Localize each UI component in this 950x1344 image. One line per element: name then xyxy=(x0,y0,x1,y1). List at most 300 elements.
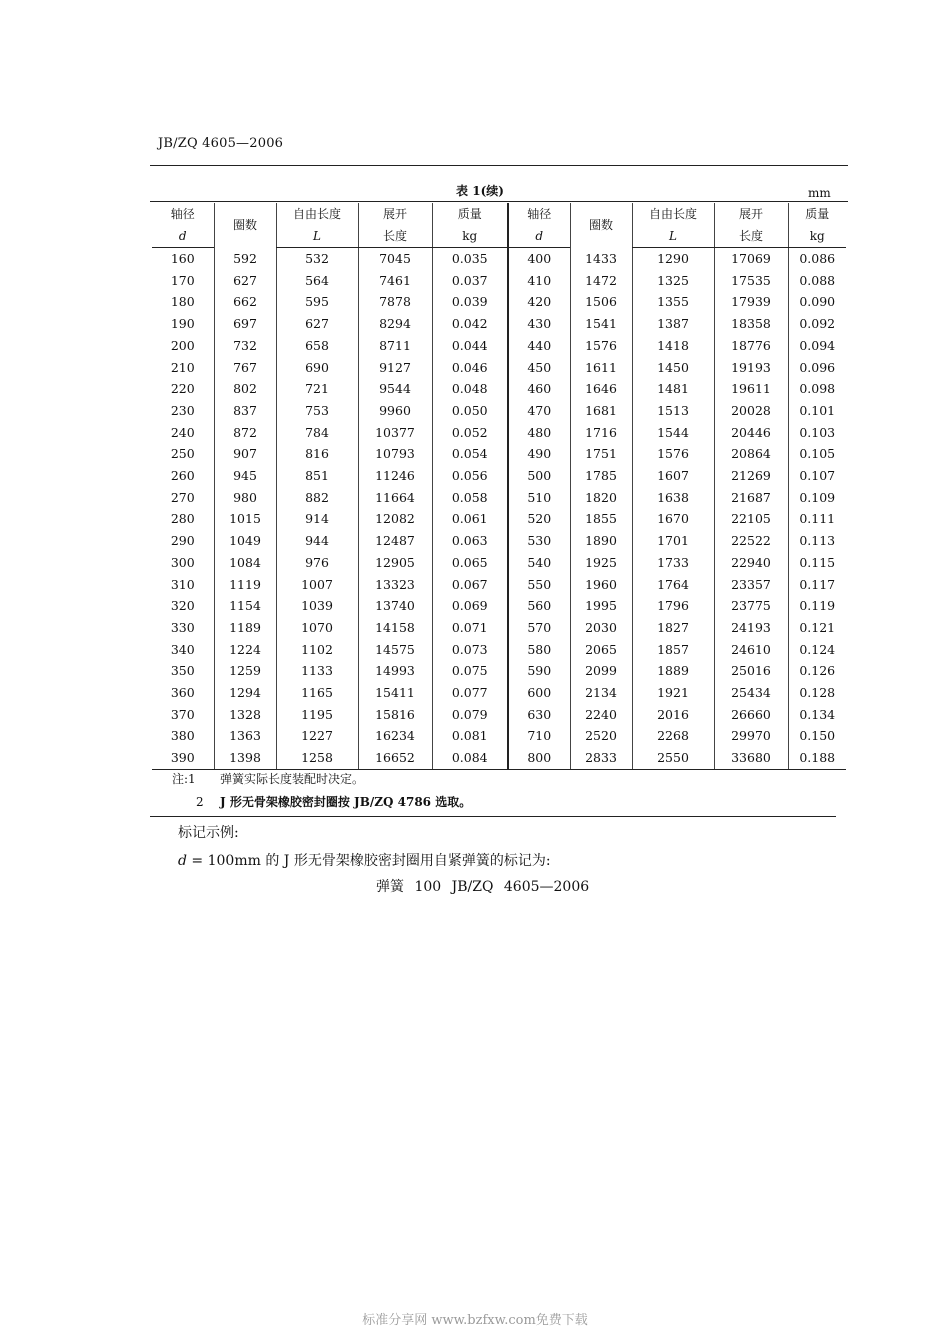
table-cell: 8294 xyxy=(358,313,432,335)
table-cell: 1857 xyxy=(632,639,714,661)
table-cell: 230 xyxy=(170,402,195,418)
table-cell: 627 xyxy=(214,270,276,292)
table-cell: 2134 xyxy=(570,682,632,704)
table-cell: 500 xyxy=(508,465,570,487)
table-cell: 0.101 xyxy=(788,400,846,422)
table-cell: 721 xyxy=(276,378,358,400)
table-cell: 590 xyxy=(508,660,570,682)
table-cell: 0.096 xyxy=(788,357,846,379)
table-cell: 14993 xyxy=(358,660,432,682)
table-cell: 17069 xyxy=(714,248,788,270)
table-cell: 0.109 xyxy=(788,487,846,509)
table-cell: 564 xyxy=(276,270,358,292)
watermark: 标准分享网 www.bzfxw.com免费下载 xyxy=(362,1313,588,1328)
table-cell: 1363 xyxy=(214,725,276,747)
table-cell: 1611 xyxy=(570,357,632,379)
table-cell: 1433 xyxy=(570,248,632,270)
table-cell: 2065 xyxy=(570,639,632,661)
table-row xyxy=(152,335,846,357)
table-cell: 1638 xyxy=(632,487,714,509)
table-cell: 430 xyxy=(508,313,570,335)
table-cell: 170 xyxy=(170,272,195,288)
table-cell: 12487 xyxy=(358,530,432,552)
header-rule xyxy=(150,165,848,166)
table-cell: 1481 xyxy=(632,378,714,400)
table-cell: 0.056 xyxy=(432,465,508,487)
table-cell: 1325 xyxy=(632,270,714,292)
table-cell: 1607 xyxy=(632,465,714,487)
table-cell: 2833 xyxy=(570,747,632,769)
table-cell: 0.107 xyxy=(788,465,846,487)
table-cell: 1785 xyxy=(570,465,632,487)
table-cell: 1681 xyxy=(570,400,632,422)
table-cell: 16652 xyxy=(358,747,432,769)
header-free-length-symbol: L xyxy=(632,225,714,248)
table-cell: 0.105 xyxy=(788,443,846,465)
table-cell: 21687 xyxy=(714,487,788,509)
table-row xyxy=(152,595,846,617)
table-row xyxy=(152,639,846,661)
table-cell: 400 xyxy=(508,248,570,270)
table-cell: 310 xyxy=(170,576,195,592)
table-row xyxy=(152,487,846,509)
table-cell: 21269 xyxy=(714,465,788,487)
table-cell: 10793 xyxy=(358,443,432,465)
table-row xyxy=(152,725,846,747)
table-cell: 1925 xyxy=(570,552,632,574)
table-cell: 18358 xyxy=(714,313,788,335)
table-cell: 800 xyxy=(508,747,570,769)
table-cell: 753 xyxy=(276,400,358,422)
table-cell: 510 xyxy=(508,487,570,509)
header-free-length: 自由长度 xyxy=(632,203,714,225)
table-cell: 29970 xyxy=(714,725,788,747)
table-cell: 7461 xyxy=(358,270,432,292)
table-cell: 13323 xyxy=(358,574,432,596)
table-cell: 976 xyxy=(276,552,358,574)
table-cell: 2099 xyxy=(570,660,632,682)
table-cell: 732 xyxy=(214,335,276,357)
table-row xyxy=(152,508,846,530)
table-cell: 0.098 xyxy=(788,378,846,400)
table-cell: 580 xyxy=(508,639,570,661)
header-coils: 圈数 xyxy=(570,203,632,248)
table-cell: 0.113 xyxy=(788,530,846,552)
table-row xyxy=(152,357,846,379)
table-row xyxy=(152,747,846,769)
table-cell: 944 xyxy=(276,530,358,552)
table-cell: 0.061 xyxy=(432,508,508,530)
table-cell: 33680 xyxy=(714,747,788,769)
table-cell: 0.071 xyxy=(432,617,508,639)
table-cell: 330 xyxy=(170,619,195,635)
example-variable: d xyxy=(178,853,187,869)
table-row xyxy=(152,270,846,292)
table-cell: 882 xyxy=(276,487,358,509)
table-cell: 560 xyxy=(508,595,570,617)
table-cell: 360 xyxy=(170,685,195,701)
table-cell: 240 xyxy=(170,424,195,440)
table-cell: 0.079 xyxy=(432,704,508,726)
table-cell: 1165 xyxy=(276,682,358,704)
table-cell: 1189 xyxy=(214,617,276,639)
table-cell: 200 xyxy=(170,337,195,353)
table-cell: 0.081 xyxy=(432,725,508,747)
table-cell: 1670 xyxy=(632,508,714,530)
table-row xyxy=(152,291,846,313)
table-cell: 10377 xyxy=(358,422,432,444)
table-unit: mm xyxy=(808,186,831,200)
table-cell: 1195 xyxy=(276,704,358,726)
table-cell: 1258 xyxy=(276,747,358,769)
header-free-length-symbol: L xyxy=(276,225,358,248)
table-cell: 250 xyxy=(170,446,195,462)
table-cell: 410 xyxy=(508,270,570,292)
header-coils: 圈数 xyxy=(214,203,276,248)
table-cell: 837 xyxy=(214,400,276,422)
table-cell: 1259 xyxy=(214,660,276,682)
table-cell: 440 xyxy=(508,335,570,357)
note-label: 注:1 xyxy=(172,772,196,786)
table-cell: 0.117 xyxy=(788,574,846,596)
table-cell: 1294 xyxy=(214,682,276,704)
table-row xyxy=(152,530,846,552)
table-cell: 160 xyxy=(170,251,195,266)
table-cell: 350 xyxy=(170,663,195,679)
table-cell: 1890 xyxy=(570,530,632,552)
table-cell: 19193 xyxy=(714,357,788,379)
table-cell: 450 xyxy=(508,357,570,379)
table-cell: 16234 xyxy=(358,725,432,747)
table-cell: 1119 xyxy=(214,574,276,596)
header-mass-unit: kg xyxy=(432,225,508,248)
table-cell: 1513 xyxy=(632,400,714,422)
header-free-length: 自由长度 xyxy=(276,203,358,225)
table-cell: 1541 xyxy=(570,313,632,335)
table-cell: 14158 xyxy=(358,617,432,639)
table-cell: 1015 xyxy=(214,508,276,530)
example-description xyxy=(178,850,551,870)
table-cell: 260 xyxy=(170,468,195,484)
table-cell: 2016 xyxy=(632,704,714,726)
table-cell: 13740 xyxy=(358,595,432,617)
table-row xyxy=(152,704,846,726)
table-cell: 20028 xyxy=(714,400,788,422)
table-cell: 658 xyxy=(276,335,358,357)
table-cell: 270 xyxy=(170,489,195,505)
table-cell: 12082 xyxy=(358,508,432,530)
table-cell: 710 xyxy=(508,725,570,747)
table-cell: 24193 xyxy=(714,617,788,639)
table-cell: 0.111 xyxy=(788,508,846,530)
table-cell: 25434 xyxy=(714,682,788,704)
table-cell: 460 xyxy=(508,378,570,400)
table-cell: 907 xyxy=(214,443,276,465)
table-cell: 1007 xyxy=(276,574,358,596)
table-row xyxy=(152,574,846,596)
table-cell: 1733 xyxy=(632,552,714,574)
table-cell: 19611 xyxy=(714,378,788,400)
example-text: = 100mm 的 J 形无骨架橡胶密封圈用自紧弹簧的标记为: xyxy=(186,853,551,869)
table-cell: 0.094 xyxy=(788,335,846,357)
table-cell: 872 xyxy=(214,422,276,444)
table-cell: 1764 xyxy=(632,574,714,596)
table-cell: 12905 xyxy=(358,552,432,574)
header-mass: 质量 xyxy=(788,203,846,225)
header-shaft-dia-symbol: d xyxy=(508,225,570,248)
standard-code-header: JB/ZQ 4605—2006 xyxy=(158,136,284,151)
table-cell: 1154 xyxy=(214,595,276,617)
table-cell: 530 xyxy=(508,530,570,552)
table-row xyxy=(152,422,846,444)
table-cell: 0.058 xyxy=(432,487,508,509)
table-cell: 784 xyxy=(276,422,358,444)
table-cell: 662 xyxy=(214,291,276,313)
table-cell: 1820 xyxy=(570,487,632,509)
table-cell: 210 xyxy=(170,359,195,375)
table-cell: 180 xyxy=(170,294,195,310)
table-cell: 1576 xyxy=(570,335,632,357)
table-cell: 0.035 xyxy=(432,248,508,270)
table-cell: 1328 xyxy=(214,704,276,726)
table-cell: 380 xyxy=(170,728,195,744)
table-row xyxy=(152,552,846,574)
table-cell: 1084 xyxy=(214,552,276,574)
table-cell: 9960 xyxy=(358,400,432,422)
table-cell: 220 xyxy=(170,381,195,397)
table-row xyxy=(152,248,846,270)
table-cell: 0.044 xyxy=(432,335,508,357)
table-cell: 0.050 xyxy=(432,400,508,422)
table-cell: 290 xyxy=(170,533,195,549)
table-cell: 390 xyxy=(152,747,214,769)
table-cell: 300 xyxy=(170,554,195,570)
table-cell: 592 xyxy=(214,248,276,270)
table-cell: 0.073 xyxy=(432,639,508,661)
table-cell: 0.046 xyxy=(432,357,508,379)
table-cell: 570 xyxy=(508,617,570,639)
example-heading: 标记示例: xyxy=(178,825,239,841)
table-cell: 816 xyxy=(276,443,358,465)
table-cell: 0.052 xyxy=(432,422,508,444)
header-unfolded-length: 展开 xyxy=(358,203,432,225)
table-cell: 1290 xyxy=(632,248,714,270)
table-cell: 370 xyxy=(170,706,195,722)
table-cell: 17939 xyxy=(714,291,788,313)
table-cell: 0.124 xyxy=(788,639,846,661)
table-cell: 24610 xyxy=(714,639,788,661)
table-cell: 767 xyxy=(214,357,276,379)
table-cell: 1472 xyxy=(570,270,632,292)
table-row xyxy=(152,660,846,682)
table-cell: 0.048 xyxy=(432,378,508,400)
table-cell: 23357 xyxy=(714,574,788,596)
table-cell: 1701 xyxy=(632,530,714,552)
table-cell: 532 xyxy=(276,248,358,270)
table-cell: 0.128 xyxy=(788,682,846,704)
table-cell: 630 xyxy=(508,704,570,726)
table-cell: 697 xyxy=(214,313,276,335)
table-cell: 0.092 xyxy=(788,313,846,335)
table-cell: 0.069 xyxy=(432,595,508,617)
header-shaft-dia: 轴径 xyxy=(170,207,195,221)
table-cell: 22940 xyxy=(714,552,788,574)
table-cell: 1506 xyxy=(570,291,632,313)
table-cell: 1646 xyxy=(570,378,632,400)
header-unfolded-length-2: 长度 xyxy=(358,225,432,248)
example-marking-code: 弹簧 100 JB/ZQ 4605—2006 xyxy=(376,879,590,895)
spring-spec-table xyxy=(152,203,846,770)
table-cell: 0.103 xyxy=(788,422,846,444)
table-top-rule xyxy=(150,201,848,202)
table-cell: 420 xyxy=(508,291,570,313)
table-cell: 1070 xyxy=(276,617,358,639)
table-row xyxy=(152,378,846,400)
table-cell: 11246 xyxy=(358,465,432,487)
table-cell: 20446 xyxy=(714,422,788,444)
table-cell: 802 xyxy=(214,378,276,400)
table-cell: 15816 xyxy=(358,704,432,726)
table-cell: 0.084 xyxy=(432,747,508,769)
table-cell: 0.063 xyxy=(432,530,508,552)
note-1 xyxy=(172,770,364,787)
note-2-number: 2 xyxy=(196,795,204,809)
table-cell: 14575 xyxy=(358,639,432,661)
table-cell: 540 xyxy=(508,552,570,574)
table-cell: 0.115 xyxy=(788,552,846,574)
table-cell: 0.126 xyxy=(788,660,846,682)
table-cell: 490 xyxy=(508,443,570,465)
table-row xyxy=(152,400,846,422)
table-cell: 7045 xyxy=(358,248,432,270)
table-cell: 1398 xyxy=(214,747,276,769)
table-cell: 1355 xyxy=(632,291,714,313)
table-cell: 520 xyxy=(508,508,570,530)
table-cell: 1227 xyxy=(276,725,358,747)
table-cell: 480 xyxy=(508,422,570,444)
table-cell: 0.088 xyxy=(788,270,846,292)
table-cell: 1049 xyxy=(214,530,276,552)
header-mass-unit: kg xyxy=(788,225,846,248)
table-cell: 1102 xyxy=(276,639,358,661)
table-cell: 1418 xyxy=(632,335,714,357)
table-cell: 1855 xyxy=(570,508,632,530)
table-cell: 2268 xyxy=(632,725,714,747)
table-cell: 0.121 xyxy=(788,617,846,639)
table-cell: 0.134 xyxy=(788,704,846,726)
table-cell: 1544 xyxy=(632,422,714,444)
table-cell: 17535 xyxy=(714,270,788,292)
table-cell: 1576 xyxy=(632,443,714,465)
table-cell: 0.042 xyxy=(432,313,508,335)
table-cell: 1921 xyxy=(632,682,714,704)
table-cell: 1796 xyxy=(632,595,714,617)
table-cell: 1995 xyxy=(570,595,632,617)
header-unfolded-length-2: 长度 xyxy=(714,225,788,248)
table-cell: 23775 xyxy=(714,595,788,617)
table-cell: 320 xyxy=(170,598,195,614)
table-cell: 0.086 xyxy=(788,248,846,270)
table-cell: 0.037 xyxy=(432,270,508,292)
table-cell: 0.077 xyxy=(432,682,508,704)
note-2-text: J 形无骨架橡胶密封圈按 JB/ZQ 4786 选取。 xyxy=(220,795,472,809)
table-cell: 0.054 xyxy=(432,443,508,465)
table-cell: 690 xyxy=(276,357,358,379)
table-cell: 0.039 xyxy=(432,291,508,313)
table-cell: 2240 xyxy=(570,704,632,726)
table-cell: 2520 xyxy=(570,725,632,747)
table-cell: 18776 xyxy=(714,335,788,357)
table-cell: 550 xyxy=(508,574,570,596)
table-row xyxy=(152,313,846,335)
table-row xyxy=(152,682,846,704)
table-cell: 1224 xyxy=(214,639,276,661)
header-mass: 质量 xyxy=(432,203,508,225)
table-cell: 595 xyxy=(276,291,358,313)
table-cell: 0.119 xyxy=(788,595,846,617)
table-cell: 470 xyxy=(508,400,570,422)
table-cell: 0.150 xyxy=(788,725,846,747)
table-cell: 980 xyxy=(214,487,276,509)
table-cell: 627 xyxy=(276,313,358,335)
table-row xyxy=(152,443,846,465)
table-cell: 945 xyxy=(214,465,276,487)
table-cell: 1039 xyxy=(276,595,358,617)
table-cell: 600 xyxy=(508,682,570,704)
table-cell: 7878 xyxy=(358,291,432,313)
table-title: 表 1(续) xyxy=(456,184,504,198)
table-cell: 0.065 xyxy=(432,552,508,574)
table-cell: 914 xyxy=(276,508,358,530)
table-cell: 0.188 xyxy=(788,747,846,769)
table-cell: 0.075 xyxy=(432,660,508,682)
header-shaft-dia-symbol: d xyxy=(152,225,214,248)
table-cell: 2030 xyxy=(570,617,632,639)
header-shaft-dia: 轴径 xyxy=(508,203,570,225)
table-cell: 851 xyxy=(276,465,358,487)
table-cell: 0.090 xyxy=(788,291,846,313)
footer-rule xyxy=(150,816,836,817)
table-cell: 1387 xyxy=(632,313,714,335)
table-cell: 280 xyxy=(170,511,195,527)
table-cell: 22105 xyxy=(714,508,788,530)
table-cell: 1450 xyxy=(632,357,714,379)
table-cell: 1751 xyxy=(570,443,632,465)
table-cell: 190 xyxy=(170,316,195,332)
table-cell: 1133 xyxy=(276,660,358,682)
table-row xyxy=(152,617,846,639)
table-cell: 0.067 xyxy=(432,574,508,596)
table-cell: 15411 xyxy=(358,682,432,704)
table-cell: 26660 xyxy=(714,704,788,726)
table-cell: 2550 xyxy=(632,747,714,769)
table-cell: 1716 xyxy=(570,422,632,444)
note-2 xyxy=(196,793,471,810)
table-cell: 9127 xyxy=(358,357,432,379)
table-cell: 1827 xyxy=(632,617,714,639)
table-cell: 11664 xyxy=(358,487,432,509)
note-1-text: 弹簧实际长度装配时决定。 xyxy=(220,772,365,786)
table-cell: 1960 xyxy=(570,574,632,596)
table-cell: 1889 xyxy=(632,660,714,682)
table-cell: 340 xyxy=(170,641,195,657)
table-cell: 25016 xyxy=(714,660,788,682)
table-cell: 20864 xyxy=(714,443,788,465)
table-cell: 9544 xyxy=(358,378,432,400)
table-row xyxy=(152,465,846,487)
table-cell: 8711 xyxy=(358,335,432,357)
header-unfolded-length: 展开 xyxy=(714,203,788,225)
